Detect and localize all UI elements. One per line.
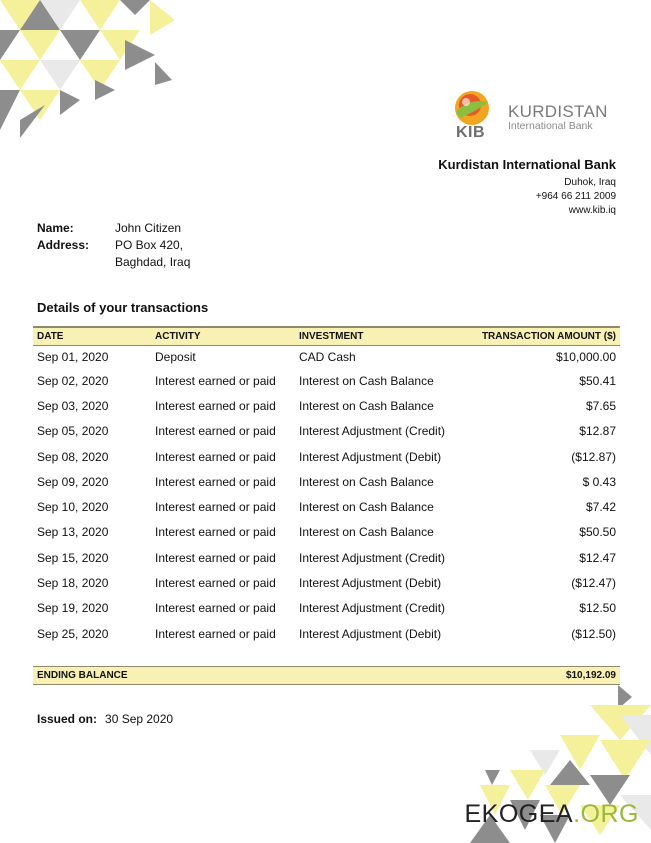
cell-activity: Interest earned or paid [155, 626, 276, 641]
customer-info [37, 220, 190, 271]
header-investment: INVESTMENT [299, 331, 364, 342]
cell-investment: Interest Adjustment (Debit) [299, 449, 442, 464]
table-row [33, 368, 620, 393]
table-row [33, 346, 620, 368]
table-row [33, 494, 620, 519]
watermark-main: EKOGEA [464, 800, 574, 828]
cell-amount: ($12.87) [571, 449, 616, 464]
cell-amount: ($12.47) [571, 576, 616, 591]
cell-amount: $50.50 [579, 525, 616, 540]
cell-investment: Interest Adjustment (Debit) [299, 576, 442, 591]
cell-activity: Interest earned or paid [155, 576, 276, 591]
watermark-suffix: .ORG [573, 800, 639, 828]
cell-amount: $7.65 [585, 398, 616, 413]
table-row [33, 444, 620, 469]
table-header [33, 326, 620, 346]
cell-activity: Deposit [155, 350, 196, 364]
address-label: Address: [37, 238, 90, 252]
table-row [33, 596, 620, 621]
cell-date: Sep 15, 2020 [37, 550, 109, 565]
cell-date: Sep 19, 2020 [37, 601, 109, 616]
transactions-table [33, 326, 620, 646]
cell-date: Sep 10, 2020 [37, 500, 109, 515]
bank-logo [448, 88, 618, 144]
issued-on [37, 712, 173, 726]
cell-amount: ($12.50) [571, 626, 616, 641]
cell-investment: Interest Adjustment (Credit) [299, 550, 446, 565]
cell-investment: Interest Adjustment (Credit) [299, 601, 446, 616]
cell-date: Sep 08, 2020 [37, 449, 109, 464]
bank-website: www.kib.iq [568, 205, 616, 216]
address-line-2: Baghdad, Iraq [115, 255, 191, 269]
section-title: Details of your transactions [37, 300, 209, 315]
cell-investment: Interest on Cash Balance [299, 398, 434, 413]
table-row [33, 419, 620, 444]
cell-activity: Interest earned or paid [155, 525, 276, 540]
cell-investment: Interest on Cash Balance [299, 474, 434, 489]
logo-short-name: KIB [456, 124, 486, 141]
logo-name: KURDISTAN [508, 102, 608, 121]
cell-activity: Interest earned or paid [155, 550, 276, 565]
issued-label: Issued on: [37, 712, 98, 726]
name-label: Name: [37, 221, 74, 235]
cell-amount: $10,000.00 [555, 350, 616, 364]
decorative-triangles-top [0, 0, 200, 140]
cell-amount: $12.87 [579, 424, 616, 439]
watermark [465, 800, 640, 829]
cell-investment: CAD Cash [299, 350, 356, 364]
address-line-1: PO Box 420, [115, 238, 184, 252]
header-amount: TRANSACTION AMOUNT ($) [481, 331, 616, 342]
table-row [33, 393, 620, 418]
cell-amount: $50.41 [579, 373, 616, 388]
cell-investment: Interest Adjustment (Debit) [299, 626, 442, 641]
cell-activity: Interest earned or paid [155, 601, 276, 616]
table-row [33, 545, 620, 570]
bank-info [438, 157, 616, 218]
cell-activity: Interest earned or paid [155, 449, 276, 464]
cell-date: Sep 03, 2020 [37, 398, 109, 413]
table-body [33, 346, 620, 646]
header-activity: ACTIVITY [155, 331, 201, 342]
ending-balance-label: ENDING BALANCE [37, 670, 128, 681]
cell-date: Sep 01, 2020 [37, 350, 109, 364]
cell-activity: Interest earned or paid [155, 373, 276, 388]
cell-date: Sep 18, 2020 [37, 576, 109, 591]
cell-date: Sep 05, 2020 [37, 424, 109, 439]
ending-balance-bar [33, 666, 620, 685]
cell-activity: Interest earned or paid [155, 398, 276, 413]
issued-date: 30 Sep 2020 [105, 712, 174, 726]
cell-date: Sep 13, 2020 [37, 525, 109, 540]
cell-date: Sep 02, 2020 [37, 373, 109, 388]
logo-subname: International Bank [508, 120, 593, 132]
header-date: DATE [37, 331, 64, 342]
table-row [33, 520, 620, 545]
cell-investment: Interest on Cash Balance [299, 373, 434, 388]
cell-amount: $7.42 [585, 500, 616, 515]
cell-investment: Interest on Cash Balance [299, 500, 434, 515]
table-row [33, 621, 620, 646]
customer-name: John Citizen [115, 221, 182, 235]
cell-activity: Interest earned or paid [155, 500, 276, 515]
table-row [33, 570, 620, 595]
table-row [33, 469, 620, 494]
cell-amount: $12.50 [579, 601, 616, 616]
cell-amount: $ 0.43 [582, 474, 616, 489]
bank-city: Duhok, Iraq [564, 177, 616, 188]
bank-name: Kurdistan International Bank [438, 157, 616, 172]
cell-investment: Interest on Cash Balance [299, 525, 434, 540]
cell-date: Sep 09, 2020 [37, 474, 109, 489]
cell-activity: Interest earned or paid [155, 424, 276, 439]
cell-investment: Interest Adjustment (Credit) [299, 424, 446, 439]
cell-activity: Interest earned or paid [155, 474, 276, 489]
bank-phone: +964 66 211 2009 [535, 191, 616, 202]
cell-amount: $12.47 [579, 550, 616, 565]
ending-balance-value: $10,192.09 [565, 670, 616, 681]
cell-date: Sep 25, 2020 [37, 626, 109, 641]
